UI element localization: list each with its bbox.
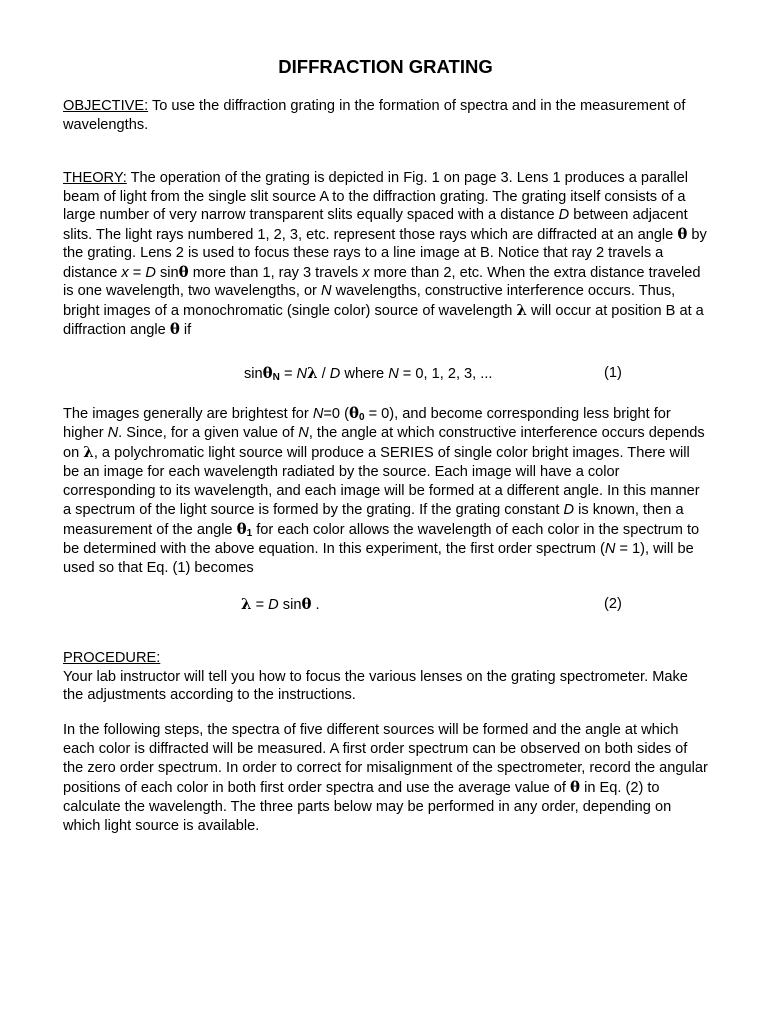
theta-symbol: θ xyxy=(178,262,189,281)
equation-1-expression: sinθ$_N$ = Nλ / D where N = 0, 1, 2, 3, ... xyxy=(244,364,493,383)
objective-heading: OBJECTIVE: xyxy=(63,98,149,114)
lambda-symbol: λ xyxy=(307,364,318,382)
objective-text: To use the diffraction grating in the formation of spectra and in the measurement of wavelengths. xyxy=(63,98,686,133)
theta-symbol: θ xyxy=(236,520,247,538)
theory-heading: THEORY: xyxy=(63,170,127,186)
theta-symbol: θ xyxy=(169,320,180,338)
theory-paragraph-2: The images generally are brightest for N=0 $(\theta_0 = 0)$, and become corresponding less bright for higher N. Since, for a given value of N, the angle at which constructive interference occurs depends on λ, a polychromatic light source will produce a SERIES of single color bright images. There will be an image for each wavelength radiated by the source. Each image will have a color corresponding to its wavelength, and each image will be formed at a different angle. In this manner a spectrum of the light source is formed by the grating. If the grating constant D is known, then a measurement of the angle $\theta_1$ for each color allows the wavelength of each color in the spectrum to be determined with the above equation. In this experiment, the first order spectrum (N = 1), will be used so that Eq. (1) becomes xyxy=(63,404,705,576)
theta-symbol: θ xyxy=(570,778,581,796)
document-title: DIFFRACTION GRATING xyxy=(278,56,493,77)
procedure-paragraph-2: In the following steps, the spectra of five different sources will be formed and the angle at which each color is diffracted will be measured. A first order spectrum can be observed on both sides of the zero order spectrum. In order to correct for misalignment of the spectrometer, record the angular positions of each color in both first order spectra and use the average value of θ in Eq. (2) to calculate the wavelength. The three parts below may be performed in any order, depending on which light source is available. xyxy=(63,722,708,834)
equation-1-number: (1) xyxy=(604,365,622,381)
equation-2 xyxy=(63,595,708,615)
equation-2-number: (2) xyxy=(604,596,622,612)
theta-symbol: θ xyxy=(348,404,359,422)
procedure-paragraph: PROCEDURE: Your lab instructor will tell you how to focus the various lenses on the grating spectrometer. Make the adjustments according to the instructions. xyxy=(63,650,688,703)
lambda-symbol: λ xyxy=(516,300,527,319)
equation-2-expression: λ = D sinθ . xyxy=(241,595,320,613)
objective-paragraph xyxy=(63,97,708,134)
procedure-heading: PROCEDURE: xyxy=(63,650,161,666)
theory-paragraph: THEORY: The operation of the grating is depicted in Fig. 1 on page 3. Lens 1 produces a parallel beam of light from the single slit source A to the diffraction grating. The grating itself consists of a large number of very narrow transparent slits equally spaced with a distance D between adjacent slits. The light rays numbered 1, 2, 3, etc. represent those rays which are diffracted at an angle θ by the grating. Lens 2 is used to focus these rays to a line image at B. Notice that ray 2 travels a distance x = D sinθ more than 1, ray 3 travels x more than 2, etc. When the extra distance traveled is one wavelength, two wavelengths, or N wavelengths, constructive interference occurs. Thus, bright images of a monochromatic (single color) source of wavelength λ will occur at position B at a diffraction angle θ if xyxy=(63,170,707,338)
equation-1 xyxy=(63,364,708,384)
lambda-symbol: λ xyxy=(241,595,252,613)
lambda-symbol: λ xyxy=(83,443,94,461)
theta-symbol: θ xyxy=(677,224,688,243)
theta-symbol: θ xyxy=(301,595,312,613)
theta-symbol: θ xyxy=(262,364,273,382)
